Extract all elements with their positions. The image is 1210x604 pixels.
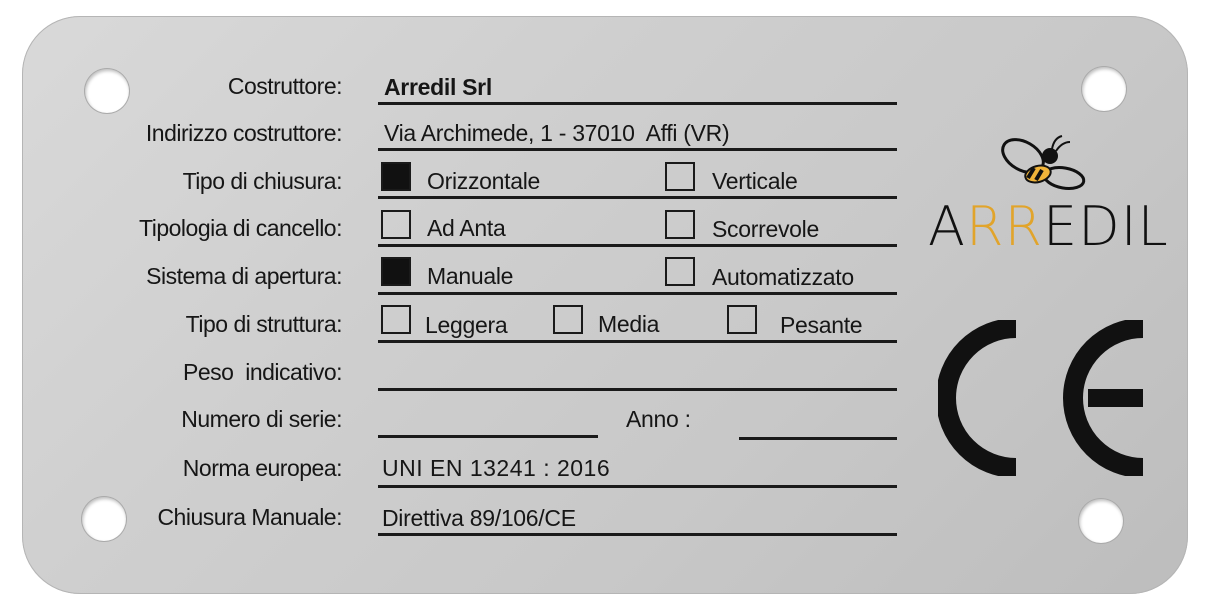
underline-sistema-apertura	[378, 292, 897, 295]
underline-peso	[378, 388, 897, 391]
mounting-hole-bottom-left	[82, 497, 126, 541]
value-chiusura-manuale: Direttiva 89/106/CE	[382, 505, 576, 531]
checkbox-media	[553, 305, 583, 334]
checkbox-orizzontale	[381, 162, 411, 191]
logo-part-a: A	[928, 195, 966, 258]
underline-indirizzo	[378, 148, 897, 151]
mounting-hole-top-right	[1082, 67, 1126, 111]
option-verticale: Verticale	[712, 168, 798, 194]
checkbox-automatizzato	[665, 257, 695, 286]
option-ad-anta: Ad Anta	[427, 215, 506, 241]
value-costruttore: Arredil Srl	[384, 74, 492, 100]
label-indirizzo: Indirizzo costruttore:	[145, 120, 342, 146]
checkbox-scorrevole	[665, 210, 695, 239]
label-sistema-apertura: Sistema di apertura:	[146, 263, 342, 289]
mounting-hole-top-left	[85, 69, 129, 113]
label-chiusura-manuale: Chiusura Manuale:	[157, 504, 342, 530]
label-anno: Anno :	[626, 406, 691, 432]
underline-anno	[739, 437, 897, 440]
checkbox-ad-anta	[381, 210, 411, 239]
label-costruttore: Costruttore:	[227, 73, 342, 99]
option-media: Media	[598, 311, 660, 337]
option-manuale: Manuale	[427, 263, 514, 289]
checkbox-leggera	[381, 305, 411, 334]
option-pesante: Pesante	[780, 312, 863, 338]
option-leggera: Leggera	[425, 312, 508, 338]
checkbox-manuale	[381, 257, 411, 286]
mounting-hole-bottom-right	[1079, 499, 1123, 543]
underline-tipo-struttura	[378, 340, 897, 343]
option-scorrevole: Scorrevole	[712, 216, 819, 242]
arredil-logo	[928, 195, 1169, 258]
label-tipo-struttura: Tipo di struttura:	[185, 311, 342, 337]
logo-part-rr: RR	[965, 195, 1043, 258]
checkbox-verticale	[665, 162, 695, 191]
underline-tipologia-cancello	[378, 244, 897, 247]
underline-costruttore	[378, 102, 897, 105]
bee-icon	[998, 130, 1088, 202]
option-orizzontale: Orizzontale	[427, 168, 541, 194]
underline-norma	[378, 485, 897, 488]
underline-chiusura-manuale	[378, 533, 897, 536]
option-automatizzato: Automatizzato	[712, 264, 854, 290]
label-tipo-chiusura: Tipo di chiusura:	[182, 168, 342, 194]
checkbox-pesante	[727, 305, 757, 334]
logo-part-edil: EDIL	[1043, 195, 1169, 258]
label-peso: Peso indicativo:	[183, 359, 342, 385]
value-norma: UNI EN 13241 : 2016	[382, 455, 611, 481]
underline-numero-serie	[378, 435, 598, 438]
label-norma: Norma europea:	[182, 455, 342, 481]
value-indirizzo: Via Archimede, 1 - 37010 Affi (VR)	[384, 120, 730, 146]
label-numero-serie: Numero di serie:	[181, 406, 342, 432]
underline-tipo-chiusura	[378, 196, 897, 199]
ce-mark-icon	[938, 320, 1150, 476]
label-tipologia-cancello: Tipologia di cancello:	[139, 215, 342, 241]
